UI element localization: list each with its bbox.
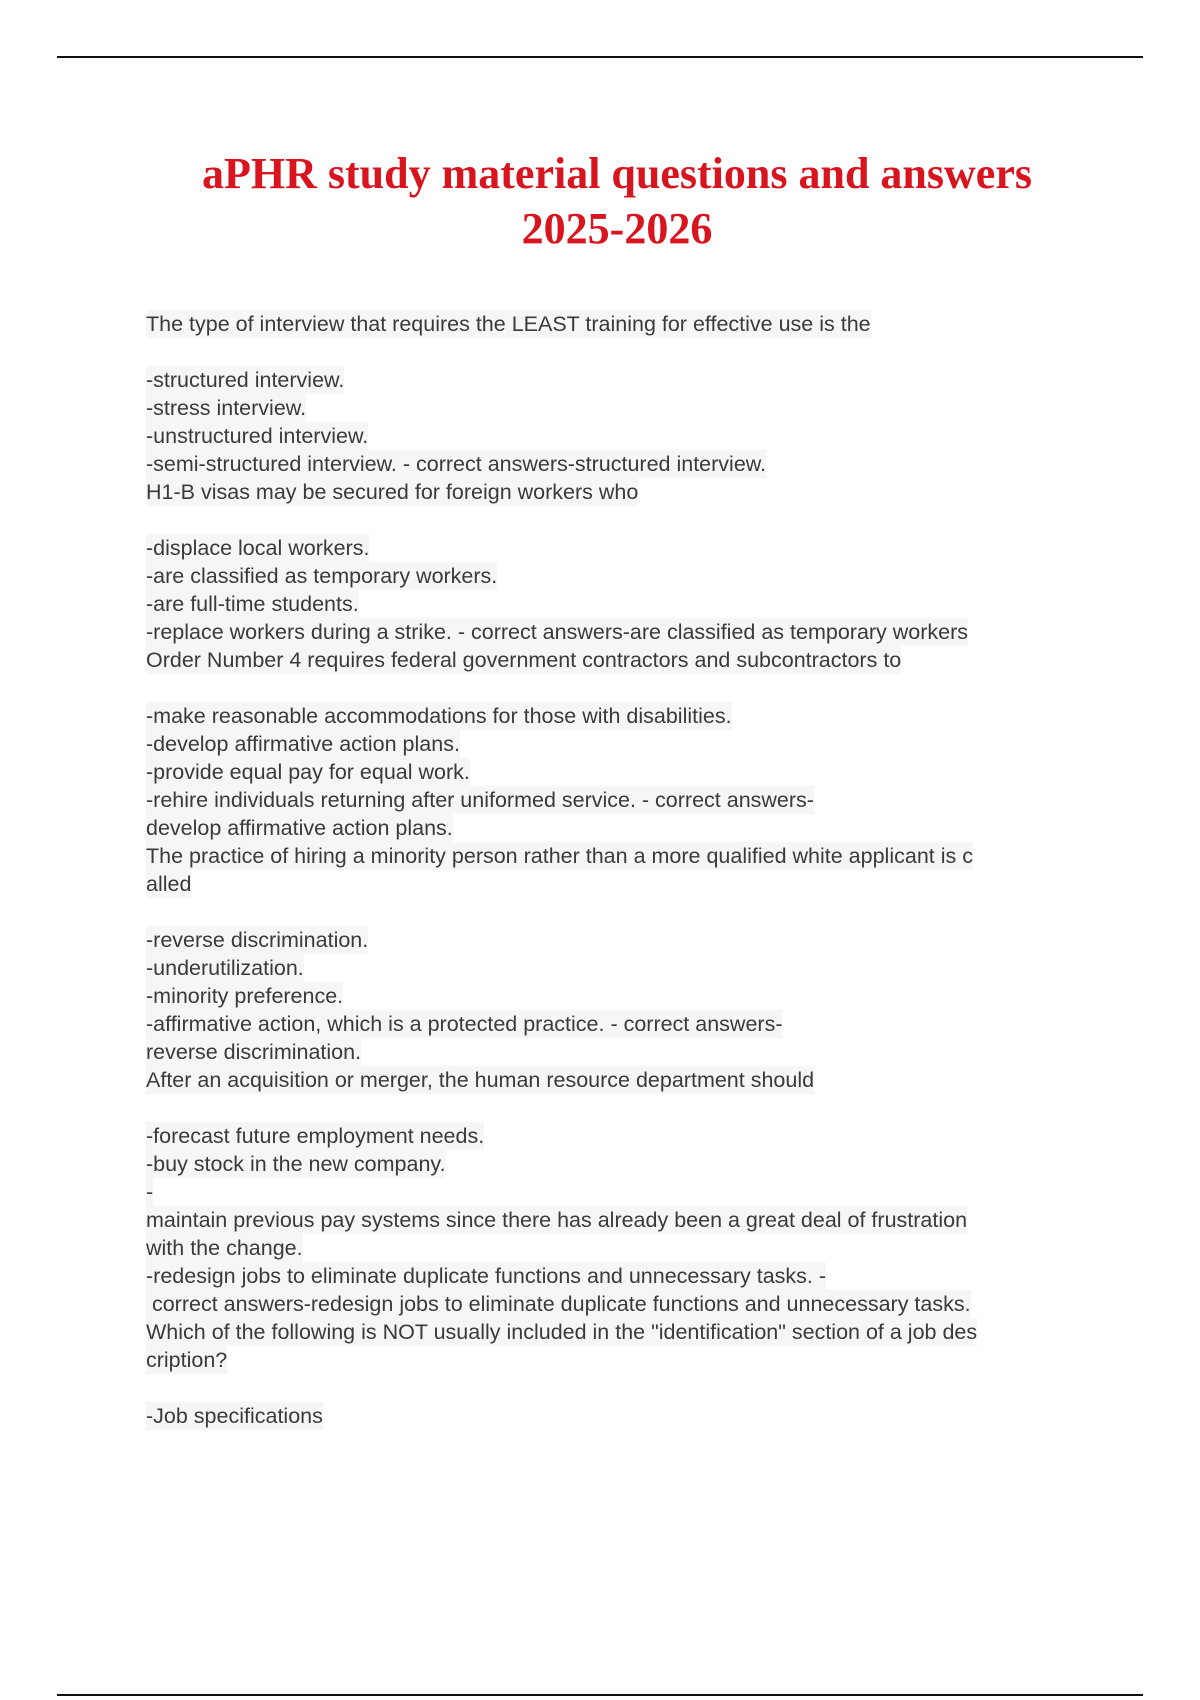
text-line: The type of interview that requires the LEAST training for effective use is the	[146, 312, 871, 336]
text-line: develop affirmative action plans.	[146, 816, 453, 840]
text-line: maintain previous pay systems since there has already been a great deal of frustration	[146, 1208, 968, 1232]
text-line: -unstructured interview.	[146, 424, 369, 448]
blank-line	[146, 1094, 1106, 1122]
text-line: with the change.	[146, 1236, 303, 1260]
text-line: Which of the following is NOT usually included in the "identification" section of a job des	[146, 1320, 978, 1344]
text-line: -are full-time students.	[146, 592, 359, 616]
text-line: -semi-structured interview. - correct answers-structured interview.	[146, 452, 767, 476]
text-line: -make reasonable accommodations for those with disabilities.	[146, 704, 732, 728]
text-line: -Job specifications	[146, 1404, 323, 1428]
text-line: -replace workers during a strike. - correct answers-are classified as temporary workers	[146, 620, 969, 644]
title-line-1: aPHR study material questions and answers	[202, 149, 1032, 198]
text-line: -provide equal pay for equal work.	[146, 760, 470, 784]
text-line: Order Number 4 requires federal government contractors and subcontractors to	[146, 648, 902, 672]
text-line: -structured interview.	[146, 368, 345, 392]
qa-body	[146, 310, 1106, 1430]
text-line: alled	[146, 872, 192, 896]
blank-line	[146, 898, 1106, 926]
document-title	[0, 146, 1200, 256]
text-line: -	[146, 1180, 154, 1204]
top-rule	[57, 56, 1143, 58]
blank-line	[146, 674, 1106, 702]
text-line: -forecast future employment needs.	[146, 1124, 485, 1148]
title-line-2: 2025-2026	[521, 204, 713, 253]
blank-line	[146, 338, 1106, 366]
text-line: -reverse discrimination.	[146, 928, 369, 952]
text-line: -rehire individuals returning after uniformed service. - correct answers-	[146, 788, 814, 812]
text-line: -underutilization.	[146, 956, 304, 980]
text-line: correct answers-redesign jobs to eliminate duplicate functions and unnecessary tasks.	[146, 1292, 971, 1316]
text-line: -stress interview.	[146, 396, 307, 420]
text-line: H1-B visas may be secured for foreign workers who	[146, 480, 639, 504]
text-line: -buy stock in the new company.	[146, 1152, 446, 1176]
text-line: -are classified as temporary workers.	[146, 564, 498, 588]
text-line: After an acquisition or merger, the human resource department should	[146, 1068, 815, 1092]
text-line: The practice of hiring a minority person rather than a more qualified white applicant is c	[146, 844, 973, 868]
blank-line	[146, 1374, 1106, 1402]
text-line: cription?	[146, 1348, 228, 1372]
text-line: reverse discrimination.	[146, 1040, 362, 1064]
text-line: -affirmative action, which is a protected practice. - correct answers-	[146, 1012, 783, 1036]
text-line: -displace local workers.	[146, 536, 370, 560]
text-line: -minority preference.	[146, 984, 344, 1008]
bottom-rule	[57, 1694, 1143, 1696]
blank-line	[146, 506, 1106, 534]
text-line: -develop affirmative action plans.	[146, 732, 460, 756]
text-line: -redesign jobs to eliminate duplicate functions and unnecessary tasks. -	[146, 1264, 827, 1288]
